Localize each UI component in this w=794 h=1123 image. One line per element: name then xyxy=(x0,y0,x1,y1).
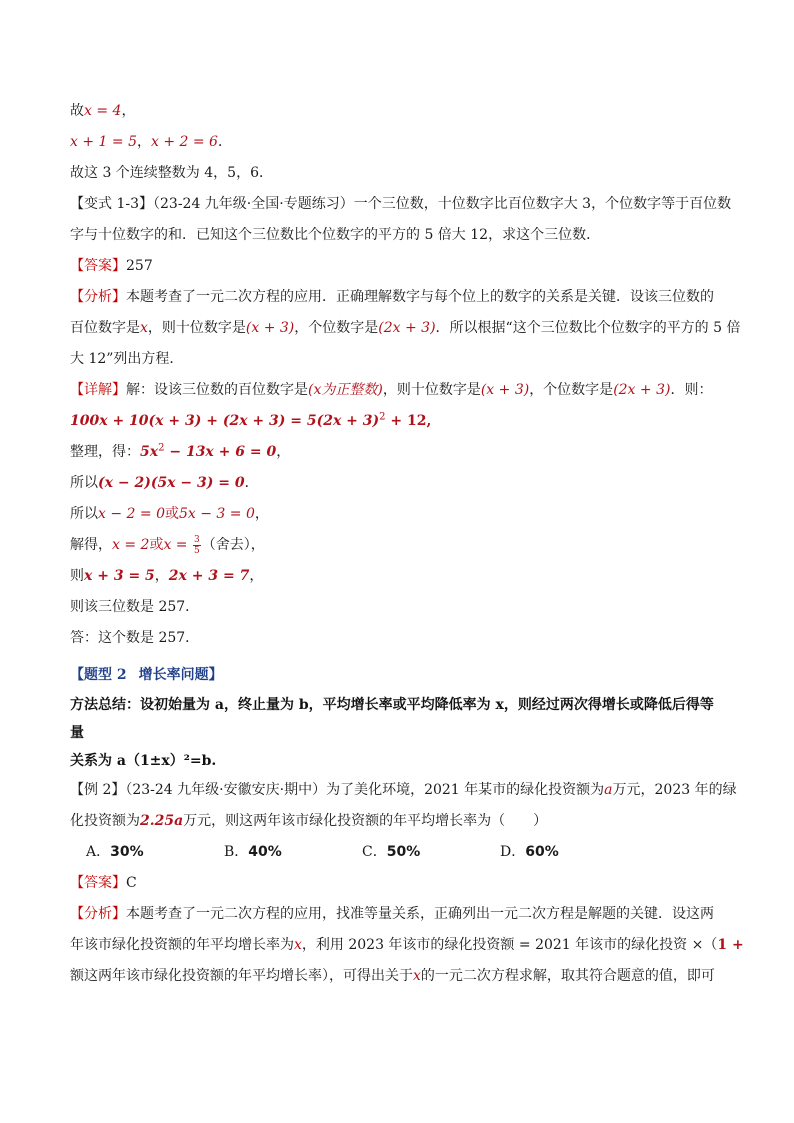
answer-label: 【答案】 xyxy=(70,875,126,891)
math-expression: a xyxy=(604,782,613,798)
section-heading xyxy=(70,660,726,691)
content-body xyxy=(70,96,744,992)
text: 则 xyxy=(70,568,84,584)
equation-line xyxy=(70,406,726,437)
analysis-line xyxy=(70,899,726,930)
math-expression: (2x + 3) xyxy=(613,382,671,398)
text: 所以 xyxy=(70,506,98,522)
analysis-label: 【分析】 xyxy=(70,906,126,922)
text: ， xyxy=(121,103,136,119)
equation-line xyxy=(70,530,726,561)
equation: 2x + 3 = 7 xyxy=(168,568,250,584)
text: ． xyxy=(244,475,259,491)
text: ， xyxy=(249,568,264,584)
equation: x = 2 xyxy=(112,537,150,553)
text: 百位数字是 xyxy=(70,320,140,336)
equation: − 13x + 6 = 0 xyxy=(164,444,277,460)
text: ，个位数字是 xyxy=(294,320,379,336)
analysis-text: 本题考查了一元二次方程的应用．正确理解数字与每个位上的数字的关系是关键．设该三位数的 xyxy=(126,289,714,305)
text-line: 大 12”列出方程． xyxy=(70,351,184,367)
question-text: （23-24 九年级·全国·专题练习）一个三位数，十位数字比百位数字大 3，个位数字等于百位数 xyxy=(153,196,732,212)
text: 或 xyxy=(149,537,164,553)
variant-question xyxy=(70,189,732,220)
fraction-denominator: 5 xyxy=(193,545,200,556)
fraction-numerator: 3 xyxy=(193,534,200,545)
text: ，利用 2023 年该市的绿化投资额 = 2021 年该市的绿化投资 ×（ xyxy=(301,937,718,953)
math-expression: x + 1 = 5 xyxy=(70,134,137,150)
text: 化投资额为 xyxy=(70,813,140,829)
text: 故 xyxy=(70,103,84,119)
text: ．则： xyxy=(670,382,713,398)
answer-line xyxy=(70,251,726,282)
text: 解：设该三位数的百位数字是 xyxy=(126,382,308,398)
math-expression: (2x + 3) xyxy=(378,320,436,336)
equation: (x − 2)(5x − 3) = 0 xyxy=(98,475,245,491)
answer-options xyxy=(70,837,726,868)
answer-label: 【答案】 xyxy=(70,258,126,274)
math-expression: x + 2 = 6 xyxy=(150,134,218,150)
text-line: 则该三位数是 257． xyxy=(70,599,200,615)
text-line xyxy=(70,96,726,127)
option-d[interactable]: D．60% xyxy=(500,844,559,860)
equation: x = xyxy=(163,537,192,553)
text: 额这两年该市绿化投资额的年平均增长率），可得出关于 xyxy=(70,968,413,984)
math-expression: x xyxy=(294,937,302,953)
text: 所以 xyxy=(70,475,98,491)
math-expression: (x + 3) xyxy=(245,320,295,336)
text: ） xyxy=(533,813,548,829)
text: （舍去）， xyxy=(201,537,265,553)
answer-value: C xyxy=(126,875,137,891)
text: ， xyxy=(254,506,269,522)
text-line: 字与十位数字的和．已知这个三位数比个位数字的平方的 5 倍大 12，求这个三位数． xyxy=(70,227,601,243)
equation: x + 3 = 5 xyxy=(84,568,155,584)
text: ．所以根据“这个三位数比个位数字的平方的 5 倍 xyxy=(435,320,741,336)
section-title: 增长率问题】 xyxy=(138,667,223,683)
equation: 100x + 10(x + 3) + (2x + 3) = 5(2x + 3) xyxy=(70,413,380,429)
text-line xyxy=(70,961,726,992)
equation: 5x xyxy=(140,444,159,460)
method-line: 方法总结：设初始量为 a，终止量为 b，平均增长率或平均降低率为 x，则经过两次得增长或降低后得等量 xyxy=(70,697,714,741)
math-expression: x = 4 xyxy=(84,103,122,119)
section-label: 【题型 2 xyxy=(70,667,127,683)
text: 年该市绿化投资额的年平均增长率为 xyxy=(70,937,294,953)
math-expression: 1 + xyxy=(717,937,744,953)
text-line: 答：这个数是 257． xyxy=(70,630,200,646)
method-summary xyxy=(70,691,726,775)
text-line xyxy=(70,806,726,837)
text-line xyxy=(70,313,741,344)
math-expression: (x + 3) xyxy=(480,382,530,398)
text: 整理，得： xyxy=(70,444,140,460)
text-line xyxy=(70,127,726,158)
option-a[interactable]: A．30% xyxy=(86,844,144,860)
text: ， xyxy=(276,444,291,460)
analysis-line xyxy=(70,282,726,313)
analysis-label: 【分析】 xyxy=(70,289,126,305)
text: ，则十位数字是 xyxy=(382,382,481,398)
equation: 5x − 3 = 0 xyxy=(178,506,255,522)
text-line xyxy=(70,930,744,961)
answer-line xyxy=(70,868,726,899)
math-expression: x xyxy=(140,320,148,336)
text: 解得， xyxy=(70,537,112,553)
text: ，则十位数字是 xyxy=(147,320,246,336)
equation-line xyxy=(70,437,726,468)
question-text: （23-24 九年级·安徽安庆·期中）为了美化环境，2021 年某市的绿化投资额为 xyxy=(125,782,605,798)
equation-line xyxy=(70,499,726,530)
text: ． xyxy=(217,134,232,150)
exponent: 2 xyxy=(158,442,165,454)
analysis-text: 本题考查了一元二次方程的应用，找准等量关系，正确列出一元二次方程是解题的关键．设这两 xyxy=(126,906,714,922)
equation: x − 2 = 0 xyxy=(98,506,165,522)
equation-line xyxy=(70,468,726,499)
math-expression: (x为正整数) xyxy=(308,382,383,398)
detail-line xyxy=(70,375,726,406)
text: 的一元二次方程求解，取其符合题意的值，即可 xyxy=(420,968,715,984)
equation-line xyxy=(70,561,726,592)
fraction xyxy=(193,535,201,556)
method-line: 关系为 a（1±x）²=b. xyxy=(70,753,217,769)
text: 或 xyxy=(164,506,179,522)
answer-value: 257 xyxy=(126,258,153,274)
text: ， xyxy=(136,134,151,150)
question-text: 万元，2023 年的绿 xyxy=(612,782,737,798)
text: ， xyxy=(154,568,169,584)
option-b[interactable]: B．40% xyxy=(224,844,282,860)
math-expression: x xyxy=(413,968,421,984)
text-line: 故这 3 个连续整数为 4，5，6． xyxy=(70,165,273,181)
option-c[interactable]: C．50% xyxy=(362,844,421,860)
detail-label: 【详解】 xyxy=(70,382,126,398)
exponent: 2 xyxy=(379,411,386,423)
example-question xyxy=(70,775,737,806)
math-expression: 2.25a xyxy=(140,813,184,829)
equation: + 12, xyxy=(385,413,432,429)
text: 万元，则这两年该市绿化投资额的年平均增长率为（ xyxy=(183,813,506,829)
text: ，个位数字是 xyxy=(529,382,614,398)
example-label: 【例 2】 xyxy=(70,782,126,798)
variant-label: 【变式 1-3】 xyxy=(70,196,153,212)
